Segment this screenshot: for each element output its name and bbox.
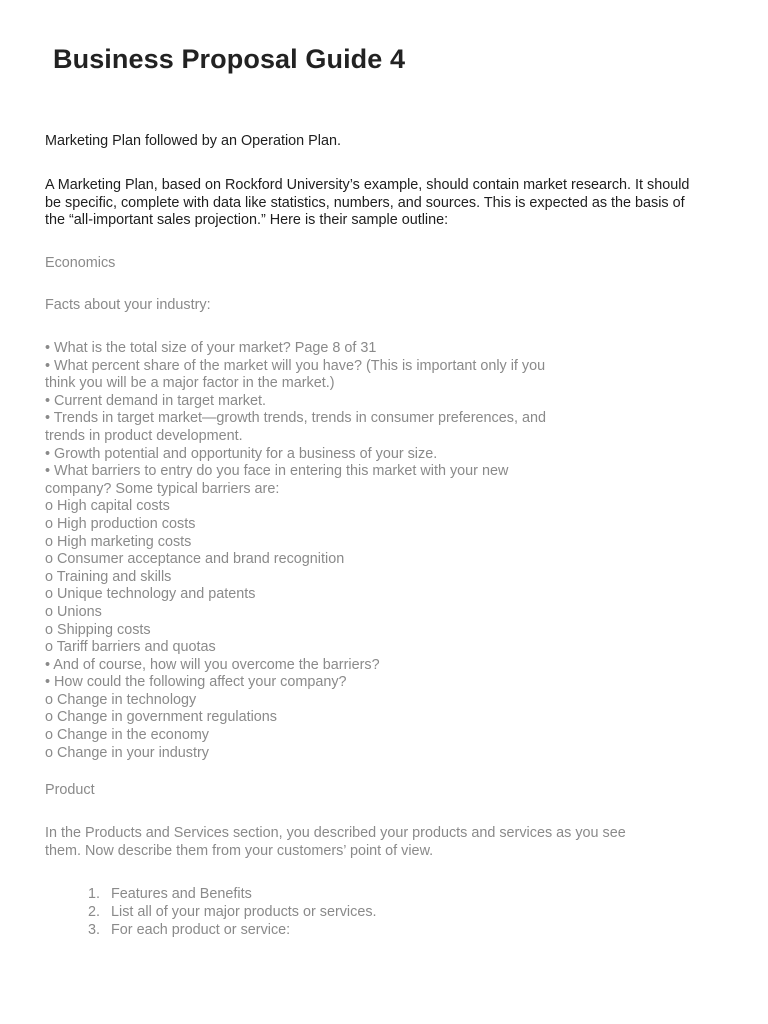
list-item: o Consumer acceptance and brand recognition xyxy=(45,551,345,568)
list-number: 1. xyxy=(88,886,101,902)
list-item: o Change in technology xyxy=(45,691,197,708)
list-item: • What is the total size of your market? Page 8 of 31 xyxy=(45,340,377,356)
list-item: • How could the following affect your company? xyxy=(45,674,347,691)
paragraph-line: the “all-important sales projection.” Here is their sample outline: xyxy=(45,212,449,229)
list-item: o Tariff barriers and quotas xyxy=(45,639,216,656)
paragraph-line: A Marketing Plan, based on Rockford University’s example, should contain market research. It should xyxy=(45,177,690,193)
list-item: • Current demand in target market. xyxy=(45,392,266,409)
marketing-plan-paragraph xyxy=(45,177,735,230)
product-paragraph xyxy=(45,825,735,860)
list-number: 3. xyxy=(88,922,101,938)
intro-text: Marketing Plan followed by an Operation Plan. xyxy=(45,133,341,149)
paragraph-line: In the Products and Services section, you described your products and services as you see xyxy=(45,825,626,841)
paragraph-line: them. Now describe them from your customers’ point of view. xyxy=(45,842,434,859)
economics-heading: Economics xyxy=(45,255,116,271)
list-item-text: For each product or service: xyxy=(111,922,291,938)
list-item: trends in product development. xyxy=(45,427,243,444)
page-title: Business Proposal Guide 4 xyxy=(53,44,406,74)
numbered-list-item xyxy=(88,903,377,921)
list-item: o Unions xyxy=(45,603,102,620)
industry-facts-list xyxy=(45,340,735,762)
list-item: • What barriers to entry do you face in entering this market with your new xyxy=(45,463,509,480)
list-item: company? Some typical barriers are: xyxy=(45,480,280,497)
list-item: o Unique technology and patents xyxy=(45,586,256,603)
list-item: o Shipping costs xyxy=(45,621,151,638)
numbered-list xyxy=(88,885,377,939)
list-item: o Change in government regulations xyxy=(45,709,277,726)
paragraph-line: be specific, complete with data like statistics, numbers, and sources. This is expected as the basis of xyxy=(45,194,685,211)
list-item: o High production costs xyxy=(45,515,196,532)
product-heading: Product xyxy=(45,782,95,798)
list-item: • Growth potential and opportunity for a business of your size. xyxy=(45,445,438,462)
list-item: • What percent share of the market will you have? (This is important only if you xyxy=(45,357,546,374)
list-item: o Training and skills xyxy=(45,568,172,585)
list-item: think you will be a major factor in the market.) xyxy=(45,375,335,392)
list-item-text: Features and Benefits xyxy=(111,886,252,902)
list-number: 2. xyxy=(88,904,101,920)
list-item: o High marketing costs xyxy=(45,533,192,550)
numbered-list-item xyxy=(88,885,377,903)
list-item: • Trends in target market—growth trends, trends in consumer preferences, and xyxy=(45,410,546,427)
list-item: • And of course, how will you overcome the barriers? xyxy=(45,656,380,673)
list-item: o High capital costs xyxy=(45,498,170,515)
numbered-list-item xyxy=(88,921,377,939)
list-item-text: List all of your major products or services. xyxy=(111,904,377,920)
list-item: o Change in your industry xyxy=(45,744,209,761)
list-item: o Change in the economy xyxy=(45,727,210,744)
facts-heading: Facts about your industry: xyxy=(45,297,211,313)
